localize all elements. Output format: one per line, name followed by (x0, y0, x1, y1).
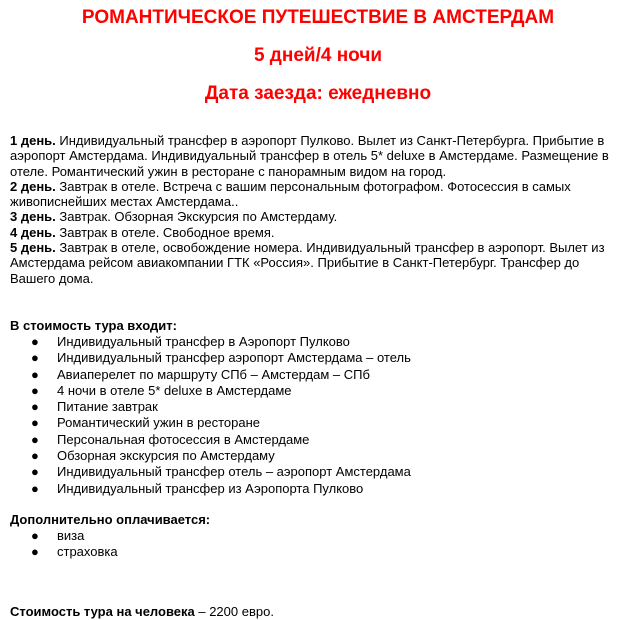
bullet-icon: ● (31, 464, 39, 480)
day-label: 4 день. (10, 224, 56, 240)
itinerary-day (10, 209, 628, 224)
day-text: Завтрак. Обзорная Экскурсия по Амстердаму. (55, 209, 338, 225)
list-item (10, 415, 628, 431)
list-item (10, 528, 628, 544)
itinerary-day (10, 225, 628, 240)
day-label: 2 день. (10, 178, 56, 194)
bullet-icon: ● (31, 528, 39, 543)
bullet-icon: ● (31, 382, 39, 398)
list-item-text: Индивидуальный трансфер аэропорт Амстердама – отель (57, 350, 411, 366)
list-item-text: страховка (57, 544, 118, 560)
list-item-text: Индивидуальный трансфер в Аэропорт Пулково (57, 334, 350, 349)
day-text: Завтрак в отеле, освобождение номера. Индивидуальный трансфер в аэропорт. Вылет из Амстердама рейсом авиакомпании ГТК «Россия». Прибытие в Санкт-Петербург. Трансфер до Вашего дома. (10, 240, 605, 286)
bullet-icon: ● (31, 350, 39, 366)
itinerary-day (10, 240, 628, 286)
included-heading: В стоимость тура входит: (10, 318, 177, 333)
bullet-icon: ● (31, 334, 39, 349)
list-item (10, 334, 628, 350)
bullet-icon: ● (31, 480, 39, 496)
itinerary-day (10, 133, 628, 179)
extra-heading: Дополнительно оплачивается: (10, 512, 211, 527)
extra-list (10, 528, 628, 561)
page-title: РОМАНТИЧЕСКОЕ ПУТЕШЕСТВИЕ В АМСТЕРДАМ (81, 7, 555, 28)
list-item-text: 4 ночи в отеле 5* deluxe в Амстердаме (57, 382, 292, 398)
list-item (10, 383, 628, 399)
price-label: Стоимость тура на человека (10, 604, 195, 619)
list-item-text: Романтический ужин в ресторане (57, 415, 260, 431)
included-list (10, 334, 628, 497)
bullet-icon: ● (31, 415, 39, 431)
list-item-text: Питание завтрак (57, 399, 158, 415)
price-value: – 2200 евро. (194, 604, 274, 619)
list-item-text: Индивидуальный трансфер из Аэропорта Пулково (57, 480, 364, 496)
arrival-date: Дата заезда: ежедневно (204, 83, 432, 104)
list-item-text: Персональная фотосессия в Амстердаме (57, 431, 310, 447)
list-item-text: виза (57, 528, 85, 543)
tour-duration: 5 дней/4 ночи (253, 45, 383, 66)
itinerary-day (10, 179, 628, 210)
extra-section (10, 512, 628, 561)
day-label: 3 день. (10, 209, 56, 225)
day-text: Завтрак в отеле. Встреча с вашим персональным фотографом. Фотосессия в самых живописнейших местах Амстердама.. (10, 178, 571, 210)
list-item (10, 399, 628, 415)
day-label: 1 день. (10, 133, 56, 148)
day-text: Завтрак в отеле. Свободное время. (55, 224, 275, 240)
list-item-text: Обзорная экскурсия по Амстердаму (57, 448, 275, 464)
included-section (10, 318, 628, 497)
bullet-icon: ● (31, 399, 39, 415)
list-item (10, 481, 628, 497)
itinerary (10, 133, 628, 286)
bullet-icon: ● (31, 448, 39, 464)
bullet-icon: ● (31, 366, 39, 382)
list-item (10, 432, 628, 448)
list-item (10, 367, 628, 383)
bullet-icon: ● (31, 544, 39, 560)
bullet-icon: ● (31, 431, 39, 447)
list-item-text: Авиаперелет по маршруту СПб – Амстердам – СПб (57, 366, 370, 382)
tour-price (10, 604, 274, 620)
list-item (10, 544, 628, 560)
day-label: 5 день. (10, 240, 56, 256)
header (0, 6, 636, 106)
day-text: Индивидуальный трансфер в аэропорт Пулково. Вылет из Санкт-Петербурга. Прибытие в аэропорт Амстердама. Индивидуальный трансфер в отель 5* deluxe в Амстердаме. Размещение в отеле. Романтический ужин в ресторане с панорамным видом на город. (10, 133, 609, 179)
list-item (10, 448, 628, 464)
list-item (10, 464, 628, 480)
list-item (10, 350, 628, 366)
list-item-text: Индивидуальный трансфер отель – аэропорт Амстердама (57, 464, 411, 480)
